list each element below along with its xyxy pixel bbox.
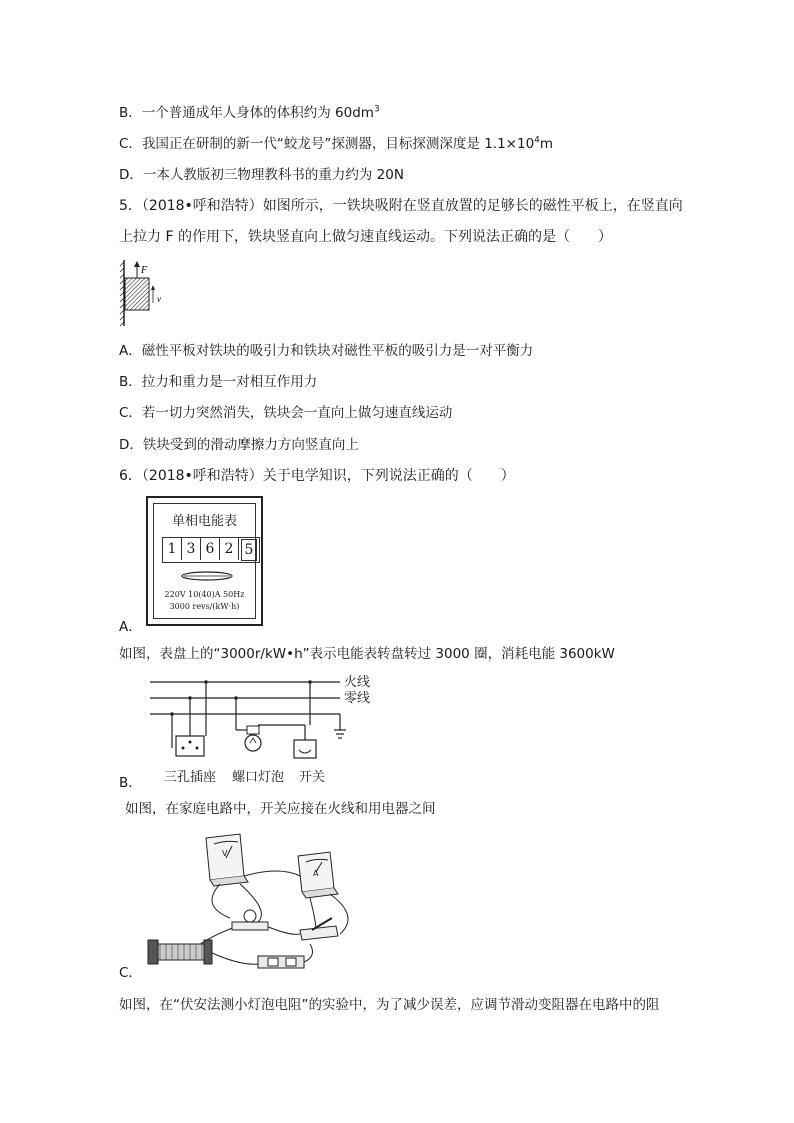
q4-option-c: C．我国正在研制的新一代“蛟龙号”探测器，目标探测深度是 $1.1\times 10^4m$ bbox=[119, 135, 554, 152]
meter-spec-rating: 220V 10(40)A 50Hz bbox=[164, 590, 245, 599]
screw-bulb-icon bbox=[245, 726, 261, 751]
household-circuit-figure bbox=[140, 670, 390, 790]
three-pin-socket-icon bbox=[176, 736, 204, 756]
q6-option-b-text: 如图，在家庭电路中，开关应接在火线和用电器之间 bbox=[125, 801, 436, 817]
q6-option-b-label: B． bbox=[119, 775, 142, 791]
q6-option-c-text: 如图，在“伏安法测小灯泡电阻”的实验中，为了减少误差，应调节滑动变阻器在电路中的阻 bbox=[119, 997, 660, 1013]
live-wire-label: 火线 bbox=[344, 675, 371, 690]
ammeter-label: A bbox=[313, 869, 319, 878]
meter-digit: 2 bbox=[220, 538, 239, 560]
q6-stem: 6．（2018•呼和浩特）关于电学知识，下列说法正确的（ ） bbox=[119, 468, 515, 484]
velocity-label: v bbox=[157, 294, 161, 304]
q5-option-d: D．铁块受到的滑动摩擦力方向竖直向上 bbox=[119, 437, 359, 453]
meter-digit: 1 bbox=[163, 538, 182, 560]
switch-label: 开关 bbox=[299, 770, 326, 785]
meter-digit: 3 bbox=[182, 538, 201, 560]
switch-icon bbox=[294, 740, 316, 758]
q4-option-b: B．一个普通成年人身体的体积约为 $60dm^3$ bbox=[119, 104, 380, 121]
bulb-label: 螺口灯泡 bbox=[232, 770, 285, 785]
socket-label: 三孔插座 bbox=[164, 770, 217, 785]
lab-circuit-figure bbox=[140, 826, 380, 976]
q6-option-a-label: A． bbox=[119, 619, 142, 635]
battery-icon bbox=[258, 956, 304, 968]
q5-stem-line2: 上拉力 F 的作用下，铁块竖直向上做匀速直线运动。下列说法正确的是（ ） bbox=[119, 229, 612, 245]
meter-digits bbox=[162, 537, 260, 563]
q5-option-b: B．拉力和重力是一对相互作用力 bbox=[119, 374, 318, 390]
meter-disc-icon bbox=[180, 570, 234, 582]
force-label: F bbox=[141, 265, 148, 276]
rheostat-icon bbox=[154, 944, 208, 960]
q5-stem-line1: 5．（2018•呼和浩特）如图所示，一铁块吸附在竖直放置的足够长的磁性平板上，在竖直向 bbox=[119, 198, 683, 214]
q6-option-a-text: 如图，表盘上的“3000r/kW•h”表示电能表转盘转过 3000 圈，消耗电能 3600kW bbox=[119, 646, 615, 662]
q5-option-c: C．若一切力突然消失，铁块会一直向上做匀速直线运动 bbox=[119, 405, 453, 421]
q6-option-c-label: C． bbox=[119, 965, 142, 981]
voltmeter-label: V bbox=[222, 849, 228, 858]
energy-meter-figure bbox=[146, 496, 263, 626]
meter-digit-decimal: 5 bbox=[241, 539, 257, 561]
meter-title: 单相电能表 bbox=[171, 514, 237, 529]
meter-spec-revs: 3000 revs/(kW·h) bbox=[169, 602, 240, 611]
neutral-wire-label: 零线 bbox=[344, 691, 371, 706]
q5-option-a: A．磁性平板对铁块的吸引力和铁块对磁性平板的吸引力是一对平衡力 bbox=[119, 343, 534, 359]
q5-iron-block-figure bbox=[118, 258, 168, 328]
meter-digit: 6 bbox=[201, 538, 220, 560]
q4-option-d: D．一本人教版初三物理教科书的重力约为 20N bbox=[119, 167, 404, 183]
iron-block bbox=[125, 278, 149, 310]
